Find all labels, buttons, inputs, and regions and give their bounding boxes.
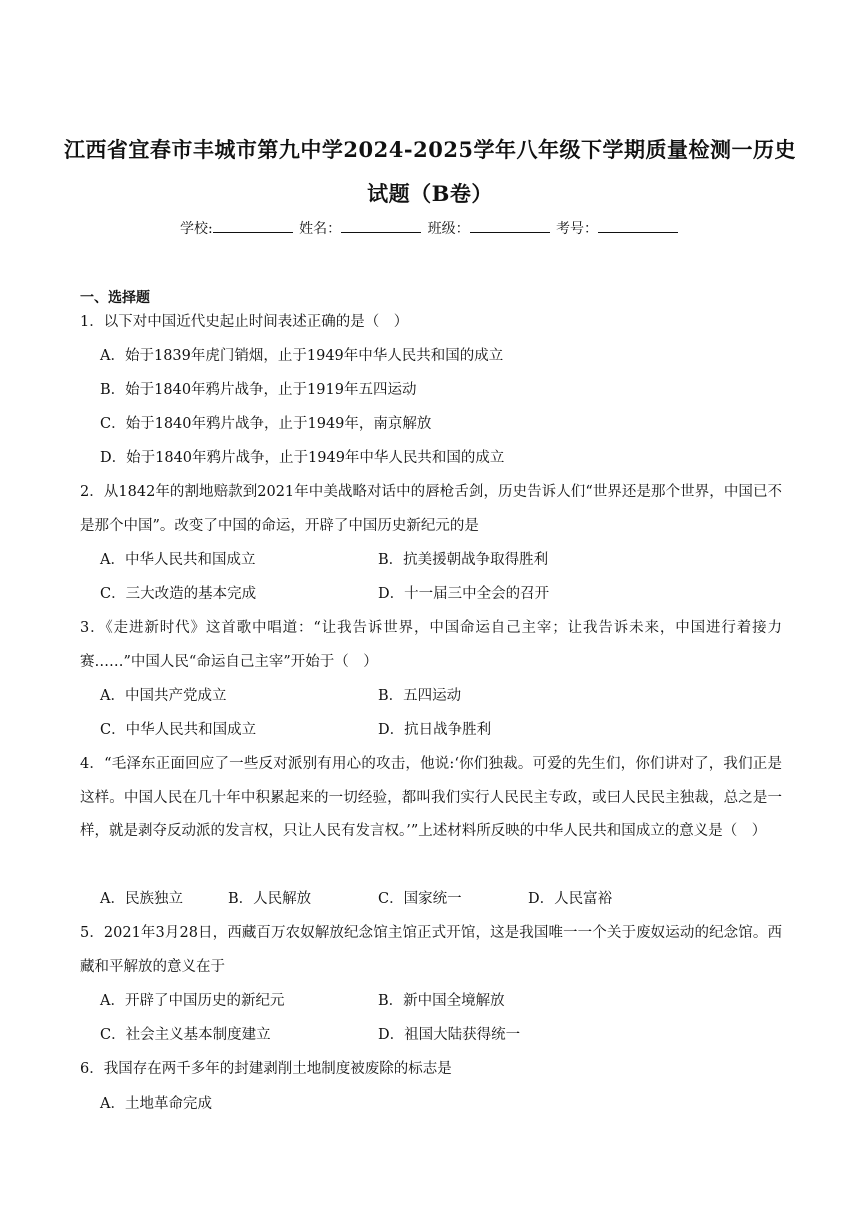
question-4-option-d[interactable]: D．人民富裕 bbox=[528, 891, 613, 907]
question-1-option-c[interactable]: C．始于1840年鸦片战争，止于1949年，南京解放 bbox=[100, 416, 432, 432]
question-3 bbox=[80, 612, 782, 679]
exam-title: 江西省宜春市丰城市第九中学2024-2025学年八年级下学期质量检测一历史试题（B卷） bbox=[63, 137, 797, 206]
question-2-option-c[interactable]: C．三大改造的基本完成 bbox=[100, 586, 257, 602]
question-3-option-a[interactable]: A．中国共产党成立 bbox=[100, 688, 227, 704]
school-label: 学校: bbox=[179, 221, 213, 237]
name-label: 姓名： bbox=[299, 221, 342, 237]
question-5 bbox=[80, 917, 782, 984]
exam-number-blank[interactable] bbox=[598, 218, 678, 233]
question-1-stem: 1．以下对中国近代史起止时间表述正确的是（ ） bbox=[80, 314, 409, 330]
question-1-option-d[interactable]: D．始于1840年鸦片战争，止于1949年中华人民共和国的成立 bbox=[100, 450, 505, 466]
school-blank[interactable] bbox=[213, 218, 293, 233]
question-5-option-b[interactable]: B．新中国全境解放 bbox=[378, 993, 505, 1009]
question-3-option-c[interactable]: C．中华人民共和国成立 bbox=[100, 722, 257, 738]
question-5-option-a[interactable]: A．开辟了中国历史的新纪元 bbox=[100, 993, 285, 1009]
question-4 bbox=[80, 748, 782, 849]
question-6-option-a[interactable]: A．土地革命完成 bbox=[100, 1096, 212, 1112]
question-2-option-d[interactable]: D．十一届三中全会的召开 bbox=[378, 586, 550, 602]
section-heading: 一、选择题 bbox=[80, 290, 150, 306]
class-blank[interactable] bbox=[470, 218, 550, 233]
question-1-option-b[interactable]: B．始于1840年鸦片战争，止于1919年五四运动 bbox=[100, 382, 417, 398]
question-2-stem: 2．从1842年的割地赔款到2021年中美战略对话中的唇枪舌剑，历史告诉人们“世界还是那个世界，中国已不是那个中国”。改变了中国的命运，开辟了中国历史新纪元的是 bbox=[80, 484, 782, 534]
class-label: 班级： bbox=[427, 221, 470, 237]
question-1 bbox=[80, 306, 782, 340]
question-3-stem: 3．《走进新时代》这首歌中唱道：“让我告诉世界，中国命运自己主宰；让我告诉未来，中国进行着接力赛……”中国人民“命运自己主宰”开始于（ ） bbox=[80, 620, 782, 670]
question-2-option-a[interactable]: A．中华人民共和国成立 bbox=[100, 552, 256, 568]
question-5-option-d[interactable]: D．祖国大陆获得统一 bbox=[378, 1027, 521, 1043]
question-5-stem: 5．2021年3月28日，西藏百万农奴解放纪念馆主馆正式开馆，这是我国唯一一个关于废奴运动的纪念馆。西藏和平解放的意义在于 bbox=[80, 925, 782, 975]
question-2-option-b[interactable]: B．抗美援朝战争取得胜利 bbox=[378, 552, 549, 568]
question-1-option-a[interactable]: A．始于1839年虎门销烟，止于1949年中华人民共和国的成立 bbox=[100, 348, 504, 364]
question-3-option-b[interactable]: B．五四运动 bbox=[378, 688, 462, 704]
exam-number-label: 考号： bbox=[556, 221, 599, 237]
question-4-option-a[interactable]: A．民族独立 bbox=[100, 891, 183, 907]
question-2 bbox=[80, 476, 782, 543]
student-info-row bbox=[0, 218, 860, 239]
question-4-stem: 4．“毛泽东正面回应了一些反对派别有用心的攻击，他说:‘你们独裁。可爱的先生们，你们讲对了，我们正是这样。中国人民在几十年中积累起来的一切经验，都叫我们实行人民民主专政，或曰人民民主独裁，总之是一样，就是剥夺反动派的发言权，只让人民有发言权。’”上述材料所反映的中华人民共和国成立的意义是（ ） bbox=[80, 756, 782, 839]
question-4-option-c[interactable]: C．国家统一 bbox=[378, 891, 462, 907]
question-6 bbox=[80, 1053, 782, 1087]
question-4-option-b[interactable]: B．人民解放 bbox=[228, 891, 312, 907]
question-3-option-d[interactable]: D．抗日战争胜利 bbox=[378, 722, 492, 738]
question-5-option-c[interactable]: C．社会主义基本制度建立 bbox=[100, 1027, 271, 1043]
question-6-stem: 6．我国存在两千多年的封建剥削土地制度被废除的标志是 bbox=[80, 1061, 452, 1077]
name-blank[interactable] bbox=[341, 218, 421, 233]
